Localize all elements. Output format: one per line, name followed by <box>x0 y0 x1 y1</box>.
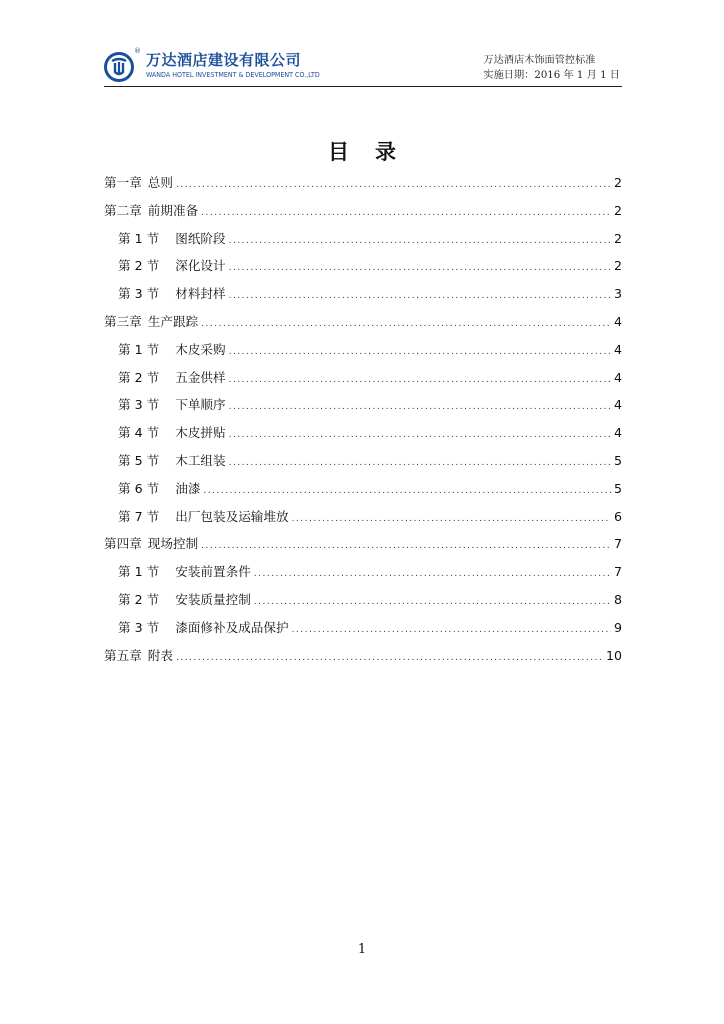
toc-entry-label: 第 2 节 <box>118 591 160 607</box>
toc-entry-page: 7 <box>613 536 622 552</box>
toc-entry-page: 5 <box>613 452 622 468</box>
toc-entry-page: 4 <box>613 397 622 413</box>
toc-chapter-entry[interactable] <box>104 308 622 336</box>
toc-leader-dots <box>201 533 611 561</box>
toc-section-entry[interactable] <box>104 475 622 503</box>
toc-entry-label: 第 3 节 <box>118 397 160 413</box>
toc-entry-page: 2 <box>613 175 622 190</box>
toc-entry-label: 第 1 节 <box>118 564 160 580</box>
toc-chapter-entry[interactable] <box>104 642 622 670</box>
toc-entry-title: 附表 <box>147 647 173 663</box>
toc-leader-dots <box>201 200 611 228</box>
toc-entry-title: 现场控制 <box>147 536 199 552</box>
toc-leader-dots <box>229 339 611 367</box>
toc-entry-label: 第 1 节 <box>118 341 160 357</box>
toc-leader-dots <box>292 506 611 534</box>
toc-section-entry[interactable] <box>104 558 622 586</box>
toc-section-entry[interactable] <box>104 503 622 531</box>
toc-section-entry[interactable] <box>104 336 622 364</box>
effective-date: 实施日期：2016 年 1 月 1 日 <box>483 70 620 81</box>
toc-entry-page: 4 <box>613 425 622 441</box>
toc-entry-page: 2 <box>613 230 622 246</box>
toc-chapter-entry[interactable] <box>104 197 622 225</box>
toc-leader-dots <box>229 450 611 478</box>
toc-entry-label: 第 7 节 <box>118 508 160 524</box>
toc-leader-dots <box>229 228 611 256</box>
toc-entry-label: 第 2 节 <box>118 258 160 274</box>
toc-leader-dots <box>176 172 611 200</box>
toc-entry-title: 出厂包装及运输堆放 <box>175 508 289 524</box>
toc-entry-label: 第二章 <box>104 202 142 218</box>
toc-entry-page: 4 <box>613 341 622 357</box>
toc-entry-page: 8 <box>613 591 622 607</box>
header-doc-info <box>483 53 620 83</box>
toc-section-entry[interactable] <box>104 252 622 280</box>
toc-leader-dots <box>229 422 611 450</box>
toc-entry-page: 4 <box>613 313 622 329</box>
toc-entry-page: 10 <box>605 647 622 663</box>
toc-leader-dots <box>229 367 611 395</box>
toc-section-entry[interactable] <box>104 364 622 392</box>
toc-entry-label: 第 2 节 <box>118 369 160 385</box>
toc-leader-dots <box>176 645 603 673</box>
toc-entry-label: 第四章 <box>104 536 142 552</box>
toc-entry-title: 材料封样 <box>175 286 226 302</box>
toc-entry-title: 前期准备 <box>147 202 199 218</box>
toc-section-entry[interactable] <box>104 447 622 475</box>
toc-entry-label: 第 1 节 <box>118 230 160 246</box>
toc-section-entry[interactable] <box>104 225 622 253</box>
toc-entry-title: 安装前置条件 <box>175 564 251 580</box>
toc-entry-title: 五金供样 <box>175 369 226 385</box>
toc-entry-title: 图纸阶段 <box>175 230 226 246</box>
toc-entry-label: 第 6 节 <box>118 480 160 496</box>
toc-leader-dots <box>229 394 611 422</box>
toc-entry-label: 第三章 <box>104 313 142 329</box>
toc-entry-title: 木皮拼贴 <box>175 425 226 441</box>
toc-entry-page: 4 <box>613 369 622 385</box>
toc-leader-dots <box>292 617 611 645</box>
toc-entry-title: 油漆 <box>175 480 201 496</box>
toc-entry-label: 第 5 节 <box>118 452 160 468</box>
toc-entry-page: 9 <box>613 619 622 635</box>
toc-entry-label: 第 3 节 <box>118 619 160 635</box>
toc-section-entry[interactable] <box>104 419 622 447</box>
toc-entry-page: 3 <box>613 286 622 302</box>
page-header <box>104 44 622 87</box>
toc-entry-page: 5 <box>613 480 622 496</box>
company-name-cn: 万达酒店建设有限公司 <box>146 51 302 69</box>
toc-leader-dots <box>229 283 611 311</box>
toc-entry-page: 2 <box>613 258 622 274</box>
wanda-logo-icon <box>104 52 134 82</box>
toc-entry-title: 生产跟踪 <box>147 313 199 329</box>
toc-entry-title: 漆面修补及成品保护 <box>175 619 289 635</box>
toc-entry-title: 下单顺序 <box>175 397 226 413</box>
toc-title: 目录 <box>328 139 422 164</box>
toc-entry-label: 第一章 <box>104 175 142 190</box>
toc-entry-label: 第 3 节 <box>118 286 160 302</box>
toc-entry-title: 安装质量控制 <box>175 591 251 607</box>
toc-entry-label: 第五章 <box>104 647 142 663</box>
toc-entry-title: 木工组装 <box>175 452 226 468</box>
toc-section-entry[interactable] <box>104 614 622 642</box>
page-number: 1 <box>357 942 367 957</box>
doc-title: 万达酒店木饰面管控标准 <box>483 55 596 66</box>
toc-entry-title: 深化设计 <box>175 258 226 274</box>
toc-section-entry[interactable] <box>104 280 622 308</box>
toc-leader-dots <box>254 561 611 589</box>
toc-entry-page: 6 <box>613 508 622 524</box>
toc-leader-dots <box>254 589 611 617</box>
toc-entry-label: 第 4 节 <box>118 425 160 441</box>
toc-entry-page: 7 <box>613 564 622 580</box>
table-of-contents <box>104 169 622 669</box>
toc-chapter-entry[interactable] <box>104 169 622 197</box>
toc-entry-title: 总则 <box>147 175 173 190</box>
toc-leader-dots <box>229 255 611 283</box>
toc-section-entry[interactable] <box>104 391 622 419</box>
registered-mark: ® <box>134 47 141 55</box>
toc-section-entry[interactable] <box>104 586 622 614</box>
toc-chapter-entry[interactable] <box>104 530 622 558</box>
company-name-en: WANDA HOTEL INVESTMENT & DEVELOPMENT CO.,LTD <box>146 70 320 79</box>
toc-leader-dots <box>201 311 611 339</box>
toc-entry-page: 2 <box>613 202 622 218</box>
toc-leader-dots <box>203 478 611 506</box>
toc-entry-title: 木皮采购 <box>175 341 226 357</box>
